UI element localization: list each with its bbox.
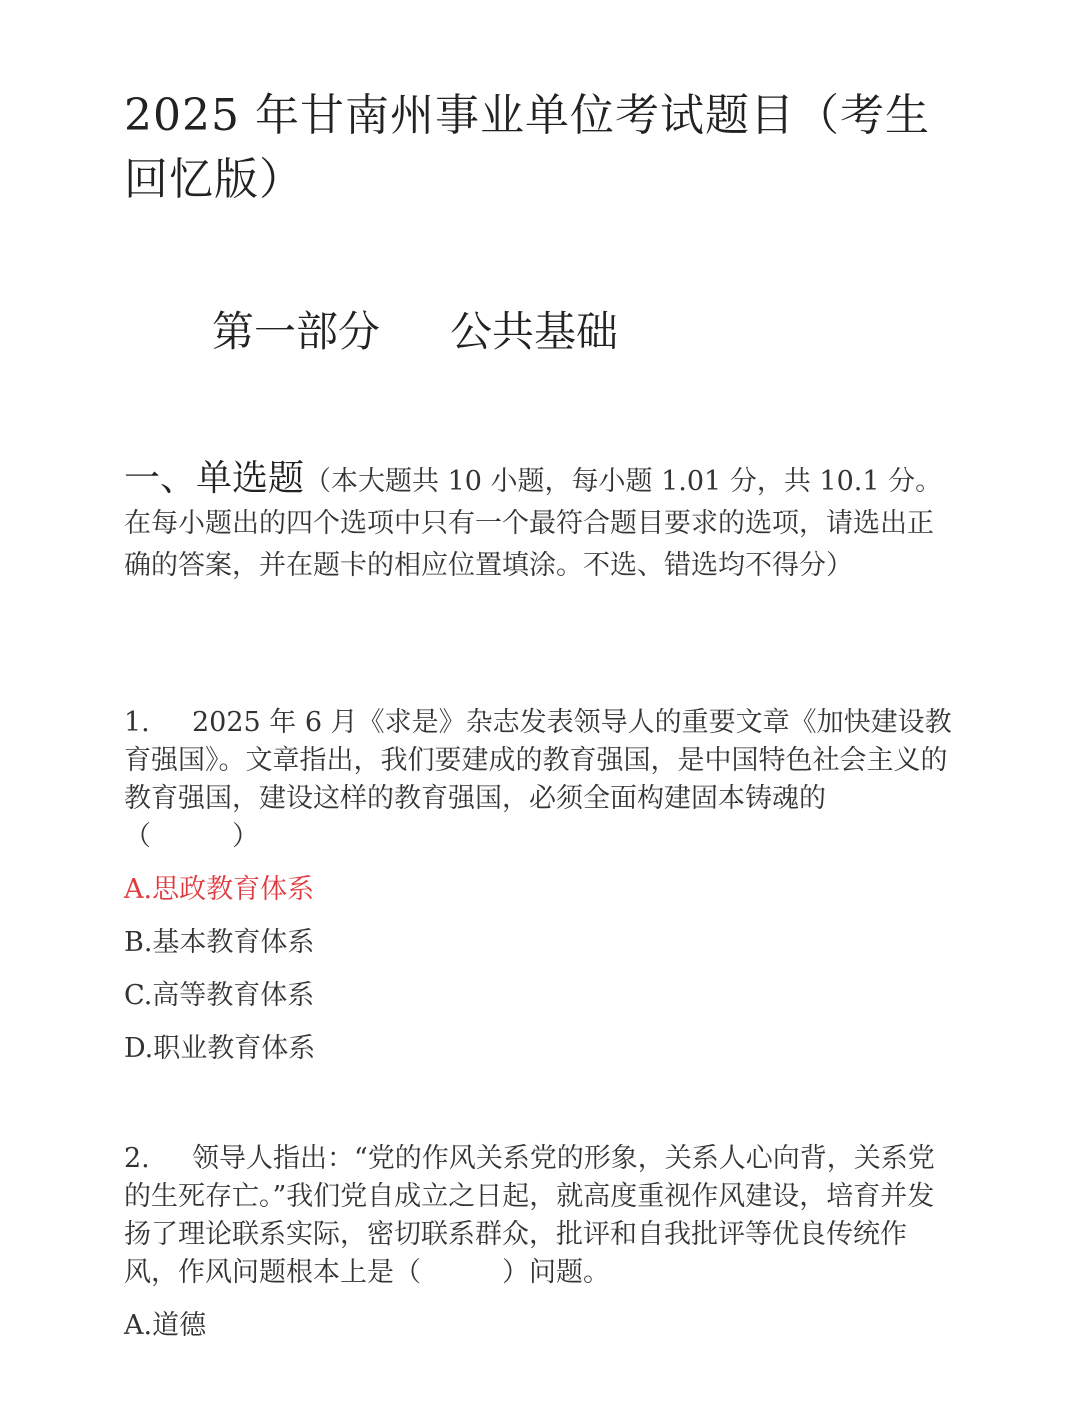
question-1-option-a: A.思政教育体系 <box>124 874 315 905</box>
question-1-option-b: B.基本教育体系 <box>124 927 315 958</box>
question-2-option-a: A.道德 <box>124 1310 207 1341</box>
question-stem: 领导人指出：“党的作风关系党的形象，关系人心向背，关系党的生死存亡。”我们党自成立之日起，就高度重视作风建设，培育并发扬了理论联系实际，密切联系群众，批评和自我批评等优良传统作风，作风问题根本上是（ ）问题。 <box>124 1143 935 1288</box>
question-2 <box>124 1140 954 1292</box>
part-name: 公共基础 <box>450 307 619 356</box>
section-instructions: （本大题共 10 小题，每小题 1.01 分，共 10.1 分。在每小题出的四个选项中只有一个最符合题目要求的选项，请选出正确的答案，并在题卡的相应位置填涂。不选、错选均不得分） <box>124 466 943 581</box>
question-1 <box>124 704 954 856</box>
question-number: 1. <box>124 707 150 738</box>
part-heading <box>212 304 618 360</box>
document-title: 2025 年甘南州事业单位考试题目（考生回忆版） <box>124 90 930 205</box>
answer-blank: （ ） <box>124 821 259 852</box>
question-1-option-d: D.职业教育体系 <box>124 1033 316 1064</box>
section-header <box>124 458 954 587</box>
section-title: 一、单选题 <box>124 458 305 499</box>
question-number: 2. <box>124 1143 150 1174</box>
question-stem: 2025 年 6 月《求是》杂志发表领导人的重要文章《加快建设教育强国》。文章指出，我们要建成的教育强国，是中国特色社会主义的教育强国，建设这样的教育强国，必须全面构建固本铸魂的 <box>124 707 952 814</box>
question-1-option-c: C.高等教育体系 <box>124 980 315 1011</box>
part-label: 第一部分 <box>212 307 381 356</box>
